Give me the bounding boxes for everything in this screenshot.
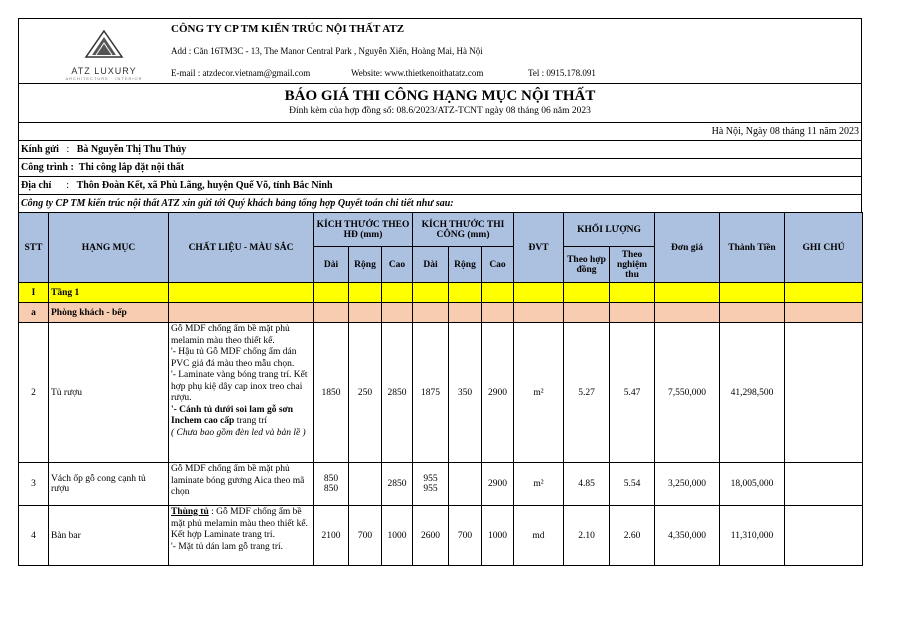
row-width-contract: 250 [349,323,382,463]
material-suffix: trang trí [234,416,268,426]
header-height-actual: Cao [482,247,514,283]
company-logo [59,29,149,79]
row-volume-contract: 2.10 [564,506,610,566]
header-price: Đơn giá [655,213,720,283]
material-line: '- Laminate vàng bóng trang trí. Kết hợp phụ kiệ dây cap inox treo chai rượu. [171,370,308,403]
section-stt: a [19,303,49,323]
row-amount: 18,005,000 [720,463,785,506]
row-height-contract: 1000 [382,506,413,566]
row-height-actual: 2900 [482,463,514,506]
section-name: Tầng 1 [49,283,169,303]
company-name: CÔNG TY CP TM KIẾN TRÚC NỘI THẤT ATZ [171,23,405,35]
project-value: Thi công lắp đặt nội thất [78,162,185,173]
row-height-actual: 1000 [482,506,514,566]
row-material [169,506,314,566]
row-stt: 2 [19,323,49,463]
row-amount: 11,310,000 [720,506,785,566]
header-volume-contract: Theo hợp đồng [564,247,610,283]
title-box [18,83,862,122]
row-item: Vách ốp gỗ cong cạnh tủ rượu [49,463,169,506]
header-note: GHI CHÚ [785,213,863,283]
material-line [171,405,311,428]
company-website: Website: www.thietkenoithatatz.com [351,68,484,78]
location-label: Địa chỉ [21,180,52,191]
row-price: 4,350,000 [655,506,720,566]
header-length-contract: Dài [314,247,349,283]
row-item: Tủ rượu [49,323,169,463]
header-stt: STT [19,213,49,283]
row-amount: 41,298,500 [720,323,785,463]
row-length-actual [413,463,449,506]
header-width-actual: Rộng [449,247,482,283]
material-text: : Gỗ MDF chống ẩm bề mặt phủ melamin màu theo thiết kế. Kết hợp Laminate trang trí. [171,507,308,540]
project-line [18,158,862,176]
recipient-label: Kính gửi [21,144,59,155]
row-unit: m² [514,463,564,506]
header-unit: ĐVT [514,213,564,283]
recipient-line: Kính gửi : Bà Nguyễn Thị Thu Thủy [18,140,862,158]
row-note [785,506,863,566]
row-volume-contract: 4.85 [564,463,610,506]
section-row-room [19,303,863,323]
company-address: Add : Căn 16TM3C - 13, The Manor Central Park , Nguyễn Xiển, Hoàng Mai, Hà Nội [171,46,483,56]
document-title: BÁO GIÁ THI CÔNG HẠNG MỤC NỘI THẤT [284,88,596,104]
intro-text: Công ty CP TM kiến trúc nội thất ATZ xin gửi tới Quý khách bảng tổng hợp Quyết toán chi tiết như sau: [18,194,862,212]
header-dim-contract: KÍCH THƯỚC THEO HĐ (mm) [314,213,413,247]
length-value: 850 [323,484,339,494]
quotation-table [18,212,863,566]
company-header [18,18,862,83]
material-underlined: Thùng tủ [171,507,209,517]
row-note [785,323,863,463]
length-value: 955 [423,484,438,494]
row-volume-actual: 5.54 [610,463,655,506]
material-note: ( Chưa bao gồm đèn led và bản lề ) [171,427,306,438]
row-length-actual: 1875 [413,323,449,463]
header-volume: KHỐI LƯỢNG [564,213,655,247]
row-length-actual: 2600 [413,506,449,566]
row-material [169,323,314,463]
length-value: 955 [423,474,438,484]
length-value: 850 [323,474,339,484]
row-price: 7,550,000 [655,323,720,463]
table-row [19,506,863,566]
table-row [19,323,863,463]
row-height-contract: 2850 [382,323,413,463]
row-unit: m² [514,323,564,463]
document-date: Hà Nội, Ngày 08 tháng 11 năm 2023 [18,122,862,140]
material-line: '- Hậu tủ Gỗ MDF chống ẩm dán PVC giả đá màu theo mẫu chọn. [171,347,297,369]
header-height-contract: Cao [382,247,413,283]
section-row-floor [19,283,863,303]
material-line: Gỗ MDF chống ẩm bề mặt phủ melamin màu theo thiết kế. [171,324,290,346]
header-width-contract: Rộng [349,247,382,283]
row-width-actual: 350 [449,323,482,463]
header-row-1 [19,213,863,247]
company-email: E-mail : atzdecor.vietnam@gmail.com [171,68,311,78]
company-phone: Tel : 0915.178.091 [528,68,596,78]
quotation-sheet [18,18,862,566]
logo-name: ATZ LUXURY [71,66,137,76]
material-line [171,507,311,542]
header-amount: Thành Tiền [720,213,785,283]
row-volume-actual: 5.47 [610,323,655,463]
material-line: '- Mặt tủ dán lam gỗ trang trí. [171,541,283,552]
row-length-contract: 2100 [314,506,349,566]
row-height-actual: 2900 [482,323,514,463]
row-stt: 3 [19,463,49,506]
row-width-actual [449,463,482,506]
row-volume-actual: 2.60 [610,506,655,566]
row-width-actual: 700 [449,506,482,566]
location-line: Địa chỉ : Thôn Đoàn Kết, xã Phù Lãng, huyện Quế Võ, tỉnh Bắc Ninh [18,176,862,194]
project-label: Công trình : [21,162,74,173]
header-item: HẠNG MỤC [49,213,169,283]
header-length-actual: Dài [413,247,449,283]
row-material: Gỗ MDF chống ẩm bề mặt phủ laminate bóng gương Aica theo mã chọn [169,463,314,506]
row-price: 3,250,000 [655,463,720,506]
row-width-contract [349,463,382,506]
table-row [19,463,863,506]
row-height-contract: 2850 [382,463,413,506]
row-note [785,463,863,506]
section-stt: I [19,283,49,303]
location-value: Thôn Đoàn Kết, xã Phù Lãng, huyện Quế Võ, tỉnh Bắc Ninh [76,180,333,191]
row-unit: md [514,506,564,566]
row-stt: 4 [19,506,49,566]
row-width-contract: 700 [349,506,382,566]
atz-mountain-logo-icon [84,29,124,59]
recipient-value: Bà Nguyễn Thị Thu Thủy [76,144,187,155]
document-subtitle: Đính kèm của hợp đồng số: 08.6/2023/ATZ-TCNT ngày 08 tháng 06 năm 2023 [289,106,591,116]
header-dim-actual: KÍCH THƯỚC THI CÔNG (mm) [413,213,514,247]
logo-subtitle: ARCHITECTURE · INTERIOR [65,76,143,81]
row-volume-contract: 5.27 [564,323,610,463]
row-length-contract [314,463,349,506]
section-name: Phòng khách - bếp [49,303,169,323]
row-item: Bàn bar [49,506,169,566]
header-volume-actual: Theo nghiệm thu [610,247,655,283]
material-bold: '- Cánh tủ dưới soi lam gỗ sơn Inchem cao cấp [171,404,294,426]
row-length-contract: 1850 [314,323,349,463]
header-material: CHẤT LIỆU - MÀU SẮC [169,213,314,283]
